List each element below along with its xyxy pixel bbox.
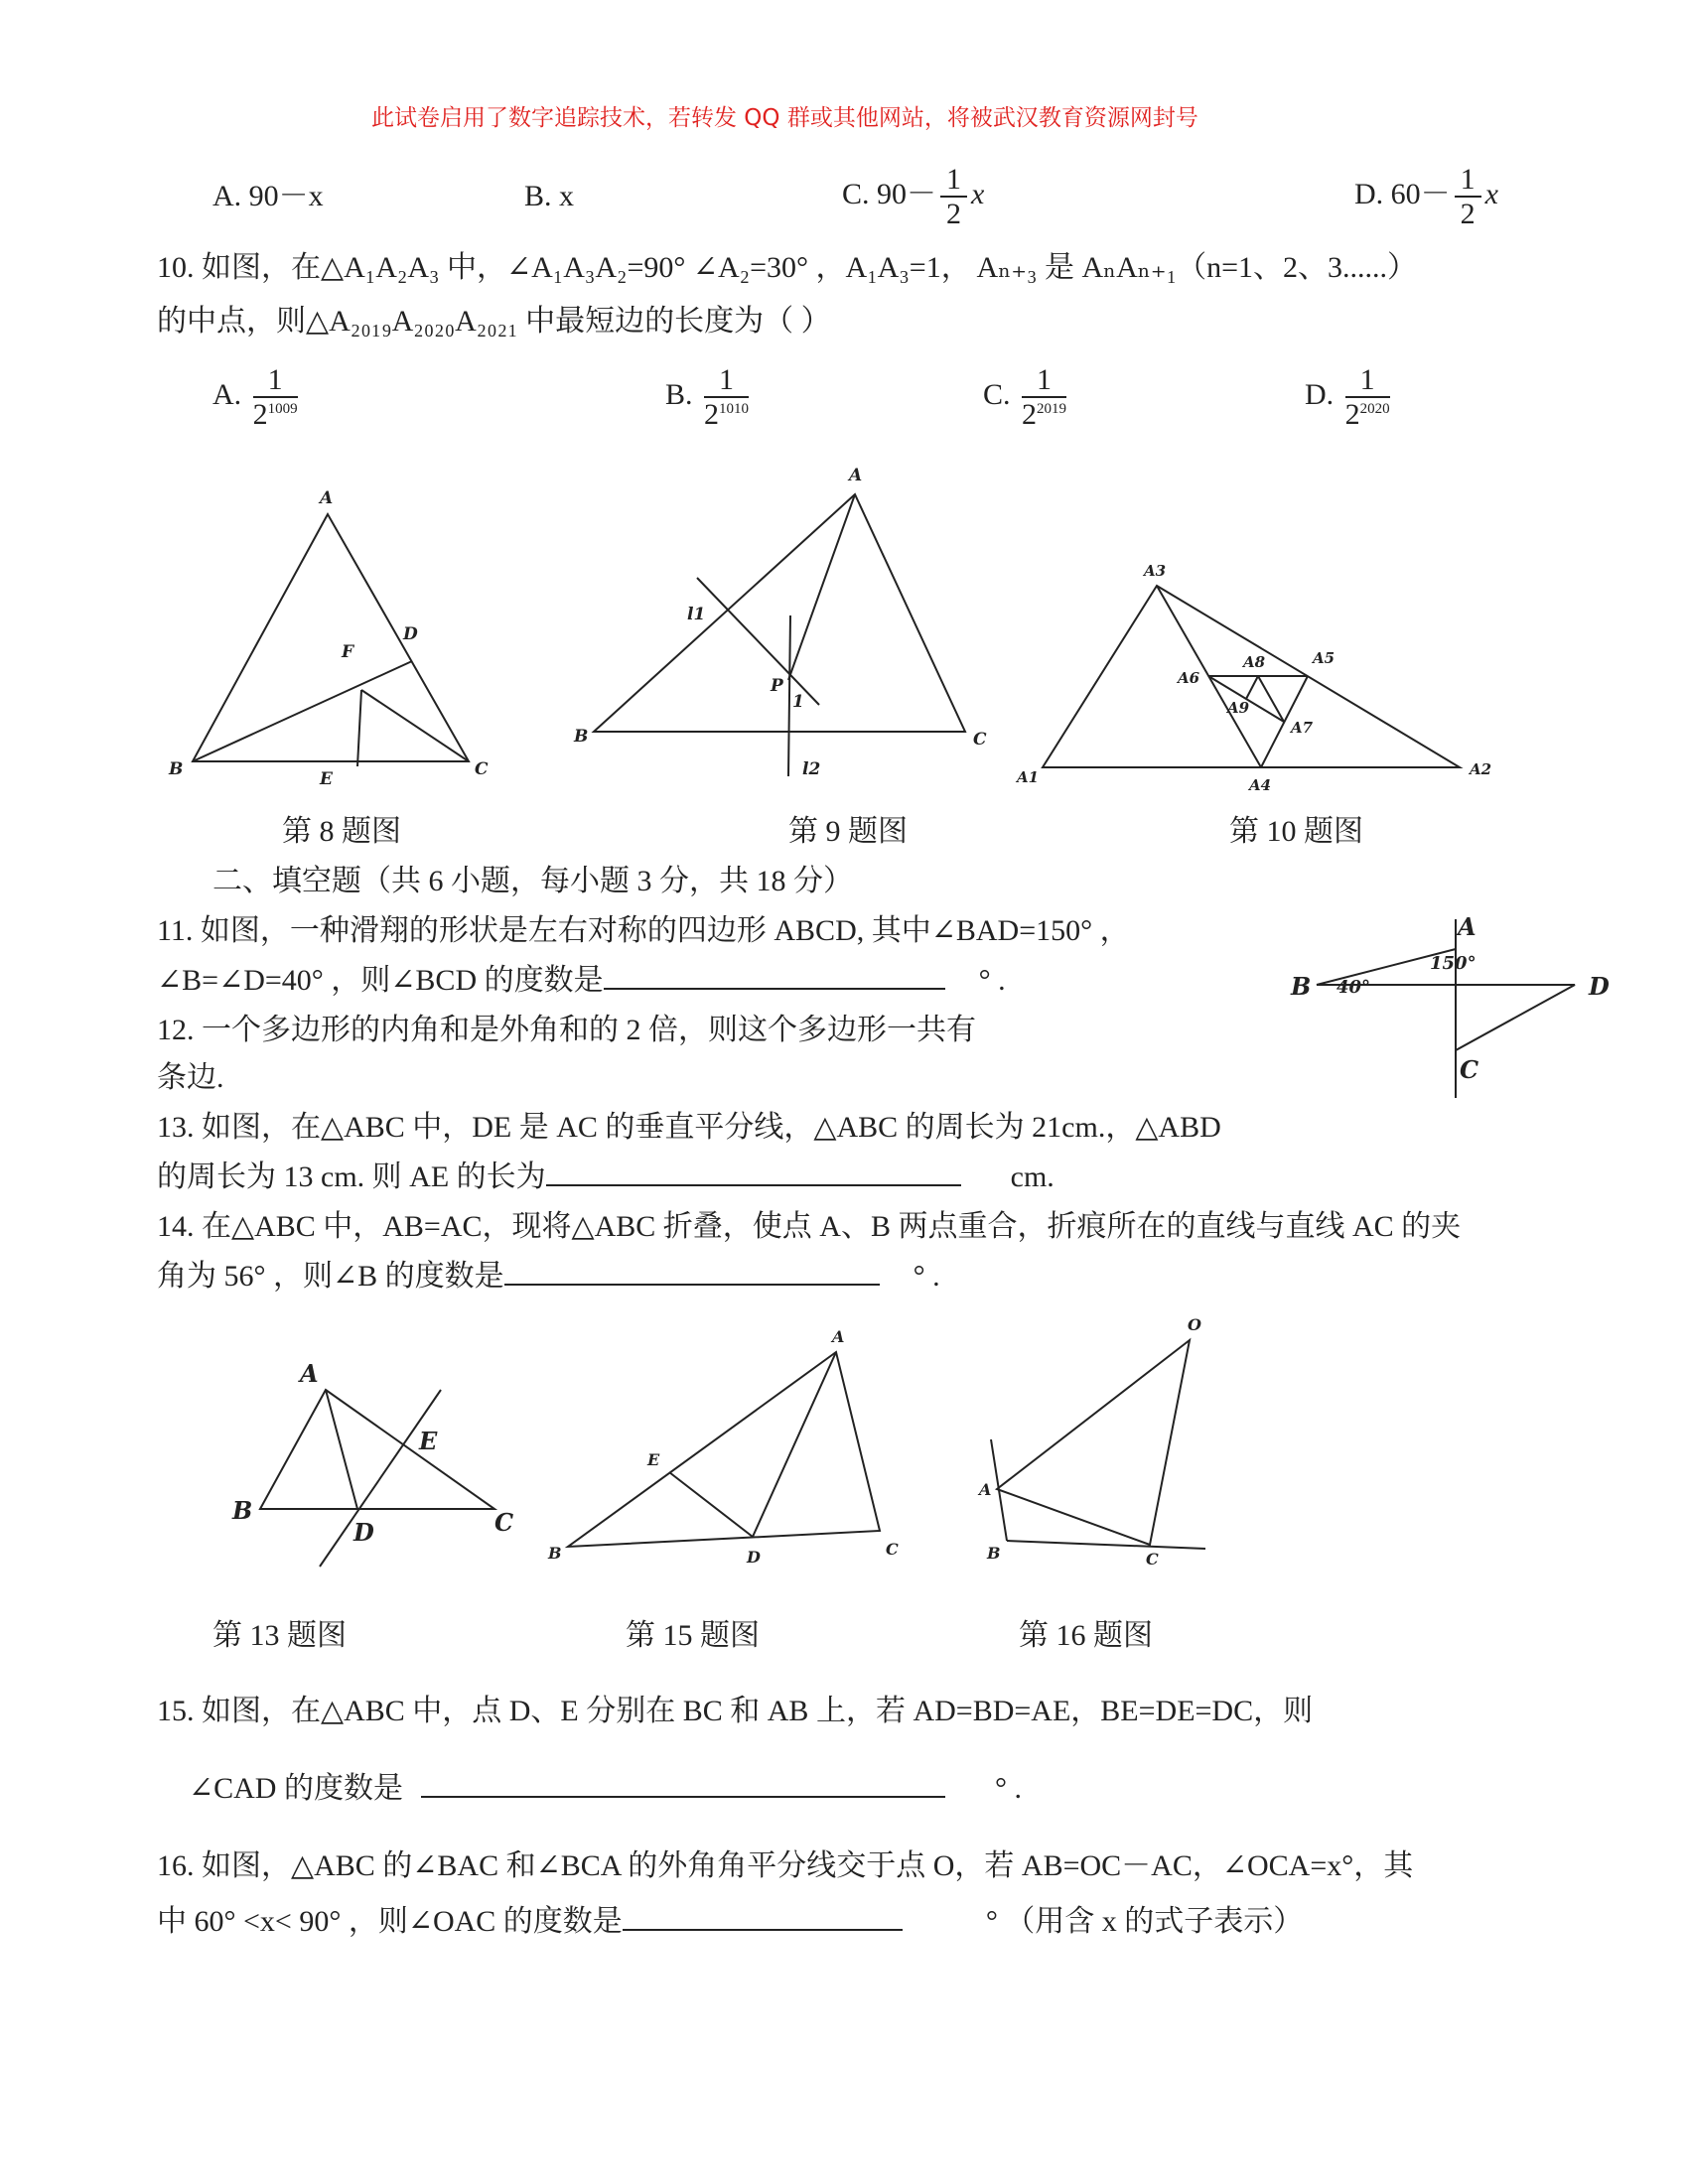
fig10-label-a7: A7 [1291,719,1314,737]
fig15-label-e: E [647,1450,660,1469]
fig10-label-a9: A9 [1227,699,1250,717]
fig16-label-b: B [987,1544,1001,1563]
option-fraction [704,363,749,431]
fraction-denominator [1022,398,1066,431]
fig13-line-de [320,1390,441,1567]
q12-line2: 条边. [157,1061,224,1094]
fig16-label-a: A [979,1480,992,1499]
q16-line2-text: 中 60° <x< 90° ，则∠OAC 的度数是 [157,1905,623,1938]
q9-option-a: A. 90－x [212,180,324,212]
fig10-label-a2: A2 [1470,760,1492,778]
fig16-label-o: O [1188,1315,1201,1334]
fig11-label-c: C [1460,1055,1479,1084]
q10-option-a [212,363,302,431]
fig8-label-f: F [342,642,354,662]
power-base: 2 [704,398,720,431]
fig15-label-d: D [747,1548,761,1567]
fig8-segment-ef [357,690,361,766]
fig13-label-a: A [300,1359,319,1388]
figure-15 [536,1320,933,1569]
q9-option-c-var: x [971,177,985,210]
fig15-label-a: A [832,1327,845,1346]
fig16-triangle-oac [997,1340,1190,1545]
fig15-label-c: C [886,1540,899,1559]
fig9-triangle [594,494,965,732]
power-exponent: 1009 [267,401,298,417]
fig16-line-ab [991,1439,1007,1541]
q9-option-b: B. x [524,180,575,212]
fig16-caption: 第 16 题图 [1019,1619,1153,1652]
figure-16 [963,1310,1231,1578]
fig15-segment-ad [753,1352,836,1537]
fig8-caption: 第 8 题图 [282,815,401,848]
fig9-label-l2: l2 [802,759,821,779]
fig9-segment-ap [788,494,855,680]
power-base: 2 [1022,398,1038,431]
fraction-numerator: 1 [1022,363,1066,398]
fig8-label-b: B [169,759,184,779]
fig9-line-l2 [788,615,790,776]
fig10-label-a3: A3 [1144,562,1167,580]
power-base: 2 [252,398,268,431]
q14-answer-blank [504,1282,880,1286]
q11-line1: 11. 如图，一种滑翔的形状是左右对称的四边形 ABCD, 其中∠BAD=150° ， [157,914,1130,947]
q15-line2 [189,1771,1022,1807]
fig9-label-a: A [849,466,863,485]
fig10-segment-a8a9 [1246,676,1258,699]
fig10-label-a1: A1 [1017,768,1040,786]
option-label: D. [1305,377,1335,411]
option-label: B. [665,377,693,411]
q10-line2: 的中点，则△A₂₀₁₉A₂₀₂₀A₂₀₂₁ 中最短边的长度为（ ） [157,305,831,338]
option-label: C. [983,377,1011,411]
fig10-caption: 第 10 题图 [1229,815,1363,848]
q13-answer-blank [546,1182,961,1186]
fig13-label-b: B [232,1496,253,1525]
fraction-numerator: 1 [253,363,298,398]
fig10-label-a4: A4 [1249,776,1272,794]
q14-line1: 14. 在△ABC 中，AB=AC，现将△ABC 折叠，使点 A、B 两点重合，折痕所在的直线与直线 AC 的夹 [157,1210,1462,1243]
q10-option-c [983,363,1070,431]
fig8-label-c: C [475,759,489,779]
figure-9 [566,457,1003,794]
q9-option-c-prefix: C. 90－ [842,177,937,210]
fraction-numerator: 1 [940,163,967,198]
q15-line2-end: ° . [994,1772,1022,1805]
q10-option-b [665,363,753,431]
fig13-triangle [260,1390,494,1509]
fraction-numerator: 1 [1345,363,1390,398]
fraction-denominator: 2 [946,198,962,230]
fig8-label-e: E [320,769,333,789]
q16-line1: 16. 如图，△ABC 的∠BAC 和∠BCA 的外角角平分线交于点 O，若 AB=OC－AC，∠OCA=x°，其 [157,1849,1414,1882]
q11-line2 [157,963,1006,999]
power-exponent: 2019 [1037,401,1067,417]
fig9-label-c: C [973,730,987,750]
fig16-label-c: C [1146,1550,1159,1569]
fig15-segment-ed [669,1472,753,1537]
option-fraction [1022,363,1066,431]
fig10-label-a6: A6 [1178,669,1200,687]
fig8-triangle [193,514,469,761]
q14-line2-text: 角为 56° ，则∠B 的度数是 [157,1260,504,1293]
fraction-denominator [704,398,749,431]
q9-option-d-var: x [1484,177,1498,210]
q13-line2-end: cm. [1010,1160,1055,1193]
fig10-label-a8: A8 [1243,653,1266,671]
q9-option-c-fraction [940,163,967,230]
q14-line2-end: ° . [913,1260,940,1293]
fig11-label-b: B [1291,972,1312,1001]
power-exponent: 1010 [719,401,750,417]
q13-line2 [157,1160,1055,1195]
fig9-angle-1: 1 [792,692,804,712]
q13-line1: 13. 如图，在△ABC 中，DE 是 AC 的垂直平分线，△ABC 的周长为 21cm.，△ABD [157,1111,1221,1144]
option-label: A. [212,377,242,411]
q15-line1: 15. 如图，在△ABC 中，点 D、E 分别在 BC 和 AB 上，若 AD=BD=AE，BE=DE=DC，则 [157,1695,1314,1727]
power-exponent: 2020 [1359,401,1390,417]
tracking-notice: 此试卷启用了数字追踪技术，若转发 QQ 群或其他网站，将被武汉教育资源网封号 [371,105,1198,131]
q9-option-d-fraction [1455,163,1481,230]
q10-line1: 10. 如图，在△A₁A₂A₃ 中，∠A₁A₃A₂=90° ∠A₂=30° ，A₁A₃=1， Aₙ₊₃ 是 AₙAₙ₊₁（n=1、2、3......） [157,251,1417,284]
fig13-label-e: E [419,1427,438,1455]
q12-line1: 12. 一个多边形的内角和是外角和的 2 倍，则这个多边形一共有 [157,1014,976,1046]
q16-line2-end: ° （用含 x 的式子表示） [985,1905,1304,1938]
fig10-label-a5: A5 [1313,649,1336,667]
q15-answer-blank [421,1794,945,1798]
q9-option-d-prefix: D. 60－ [1354,177,1451,210]
fig11-label-a: A [1458,913,1477,941]
q15-line2-text: ∠CAD 的度数是 [189,1772,403,1805]
option-fraction [1345,363,1390,431]
fig16-line-bc-extended [1007,1541,1205,1549]
fig9-label-p: P [771,676,783,696]
q9-option-d [1354,163,1498,230]
fig9-caption: 第 9 题图 [788,815,908,848]
q11-answer-blank [604,986,945,990]
fig11-angle-b: 40° [1336,977,1371,998]
q11-line2-end: ° . [978,964,1006,997]
fig11-label-d: D [1589,972,1610,1001]
figure-10 [1003,556,1519,804]
q10-option-d [1305,363,1394,431]
fig8-segment-bd [193,661,412,761]
fig13-caption: 第 13 题图 [212,1619,347,1652]
power-base: 2 [1344,398,1360,431]
q9-option-c [842,163,984,230]
fraction-numerator: 1 [1455,163,1481,198]
q16-answer-blank [623,1927,903,1931]
fraction-numerator: 1 [704,363,749,398]
fig13-label-c: C [494,1508,514,1537]
fraction-denominator [1345,398,1390,431]
fig8-label-a: A [320,488,334,508]
option-fraction [253,363,298,431]
figure-11 [1281,913,1618,1102]
fig9-line-l1 [697,578,819,705]
fig8-label-d: D [403,624,418,644]
fig9-label-b: B [574,727,589,747]
fig15-triangle [568,1352,880,1547]
figure-13 [209,1350,536,1578]
fig15-caption: 第 15 题图 [626,1619,760,1652]
q13-line2-text: 的周长为 13 cm. 则 AE 的长为 [157,1160,546,1193]
fig8-segment-fc [361,690,469,761]
fraction-denominator: 2 [1460,198,1476,230]
section-2-title: 二、填空题（共 6 小题，每小题 3 分，共 18 分） [212,865,853,897]
fig13-label-d: D [353,1518,374,1547]
fig11-angle-a: 150° [1430,953,1477,974]
fig15-label-b: B [548,1544,562,1563]
fraction-denominator [253,398,298,431]
q11-line2-text: ∠B=∠D=40° ，则∠BCD 的度数是 [157,964,604,997]
q14-line2 [157,1259,940,1295]
fig9-label-l1: l1 [687,605,706,624]
q16-line2 [157,1904,1303,1940]
figure-8 [159,457,496,794]
